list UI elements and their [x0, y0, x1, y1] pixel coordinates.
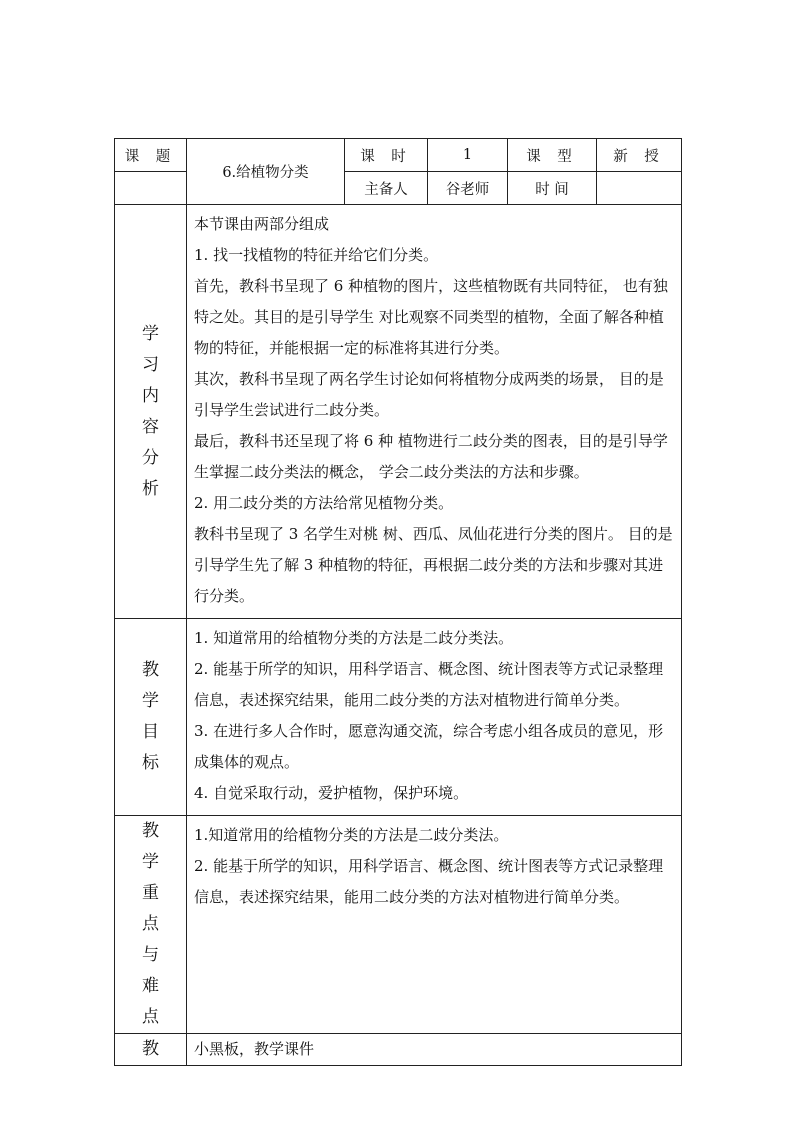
preparer-value [428, 172, 508, 205]
topic-label-spacer [115, 172, 187, 205]
preparer-value-text: 谷老师 [445, 181, 490, 198]
period-value [428, 139, 508, 172]
analysis-content [187, 205, 682, 619]
analysis-label-char: 习 [142, 354, 159, 375]
topic-value-text: 6.给植物分类 [222, 165, 309, 181]
key-points-paragraph: 2. 能基于所学的知识，用科学语言、概念图、统计图表等方式记录整理信息，表述探究结果，能用二歧分类的方法对植物进行简单分类。 [194, 857, 664, 906]
header-row-1 [115, 139, 682, 172]
key-points-label-char: 与 [142, 945, 159, 965]
analysis-label-char: 学 [142, 323, 159, 344]
preparer-label [345, 172, 428, 205]
objectives-label-char: 教 [142, 660, 159, 680]
tools-label [115, 1034, 187, 1066]
topic-label [115, 139, 187, 172]
objectives-paragraph: 2. 能基于所学的知识，用科学语言、概念图、统计图表等方式记录整理信息，表述探究结果，能用二歧分类的方法对植物进行简单分类。 [194, 660, 664, 709]
preparer-label-text: 主备人 [364, 181, 408, 198]
analysis-paragraph: 本节课由两部分组成 [194, 215, 330, 233]
key-points-row [115, 816, 682, 1034]
objectives-paragraph: 4. 自觉采取行动，爱护植物，保护环境。 [194, 784, 469, 802]
type-label [508, 139, 597, 172]
lesson-plan-table [114, 138, 682, 1066]
period-label [345, 139, 428, 172]
analysis-paragraph: 教科书呈现了 3 名学生对桃 树、西瓜、凤仙花进行分类的图片。 目的是引导学生先了解 3 种植物的特征，再根据二歧分类的方法和步骤对其进行分类。 [194, 525, 673, 605]
key-points-content [187, 816, 682, 1034]
objectives-label-char: 学 [142, 691, 159, 711]
analysis-label-char: 容 [142, 416, 159, 437]
objectives-label-char: 标 [142, 753, 159, 773]
period-value-text: 1 [462, 147, 473, 163]
time-label [508, 172, 597, 205]
tools-row [115, 1034, 682, 1066]
analysis-paragraph: 首先，教科书呈现了 6 种植物的图片，这些植物既有共同特征， 也有独特之处。其目的是引导学生 对比观察不同类型的植物，全面了解各种植物的特征，并能根据一定的标准将其进行分类。 [194, 277, 668, 357]
tools-label-char: 教 [142, 1039, 159, 1059]
key-points-label-char: 点 [142, 1007, 159, 1027]
key-points-label-char: 难 [142, 976, 159, 996]
analysis-paragraph: 2. 用二歧分类的方法给常见植物分类。 [194, 494, 454, 512]
key-points-label-char: 重 [142, 883, 159, 903]
type-value-text: 新 授 [613, 148, 665, 165]
analysis-label [115, 205, 187, 619]
key-points-label-char: 教 [142, 821, 159, 841]
objectives-content [187, 619, 682, 816]
time-label-text: 时 间 [535, 181, 569, 198]
key-points-label-char: 学 [142, 852, 159, 872]
analysis-label-char: 内 [142, 385, 159, 406]
tools-content [187, 1034, 682, 1066]
objectives-row [115, 619, 682, 816]
time-value [597, 172, 682, 205]
key-points-label-char: 点 [142, 914, 159, 934]
topic-label-text: 课 题 [124, 148, 177, 165]
analysis-row [115, 205, 682, 619]
topic-value [187, 139, 345, 205]
type-label-text: 课 型 [526, 148, 578, 165]
analysis-label-char: 析 [142, 478, 159, 499]
type-value [597, 139, 682, 172]
key-points-label [115, 816, 187, 1034]
key-points-paragraph: 1.知道常用的给植物分类的方法是二歧分类法。 [194, 826, 509, 844]
objectives-paragraph: 1. 知道常用的给植物分类的方法是二歧分类法。 [194, 629, 514, 647]
analysis-paragraph: 其次，教科书呈现了两名学生讨论如何将植物分成两类的场景， 目的是引导学生尝试进行二歧分类。 [194, 370, 664, 419]
analysis-paragraph: 1. 找一找植物的特征并给它们分类。 [194, 246, 439, 264]
analysis-paragraph: 最后，教科书还呈现了将 6 种 植物进行二歧分类的图表，目的是引导学生掌握二歧分类法的概念， 学会二歧分类法的方法和步骤。 [194, 432, 668, 481]
objectives-paragraph: 3. 在进行多人合作时，愿意沟通交流，综合考虑小组各成员的意见，形成集体的观点。 [194, 722, 664, 771]
period-label-text: 课 时 [360, 148, 412, 165]
objectives-label [115, 619, 187, 816]
objectives-label-char: 目 [142, 722, 159, 742]
analysis-label-char: 分 [142, 447, 159, 468]
tools-text: 小黑板，教学课件 [194, 1040, 315, 1058]
